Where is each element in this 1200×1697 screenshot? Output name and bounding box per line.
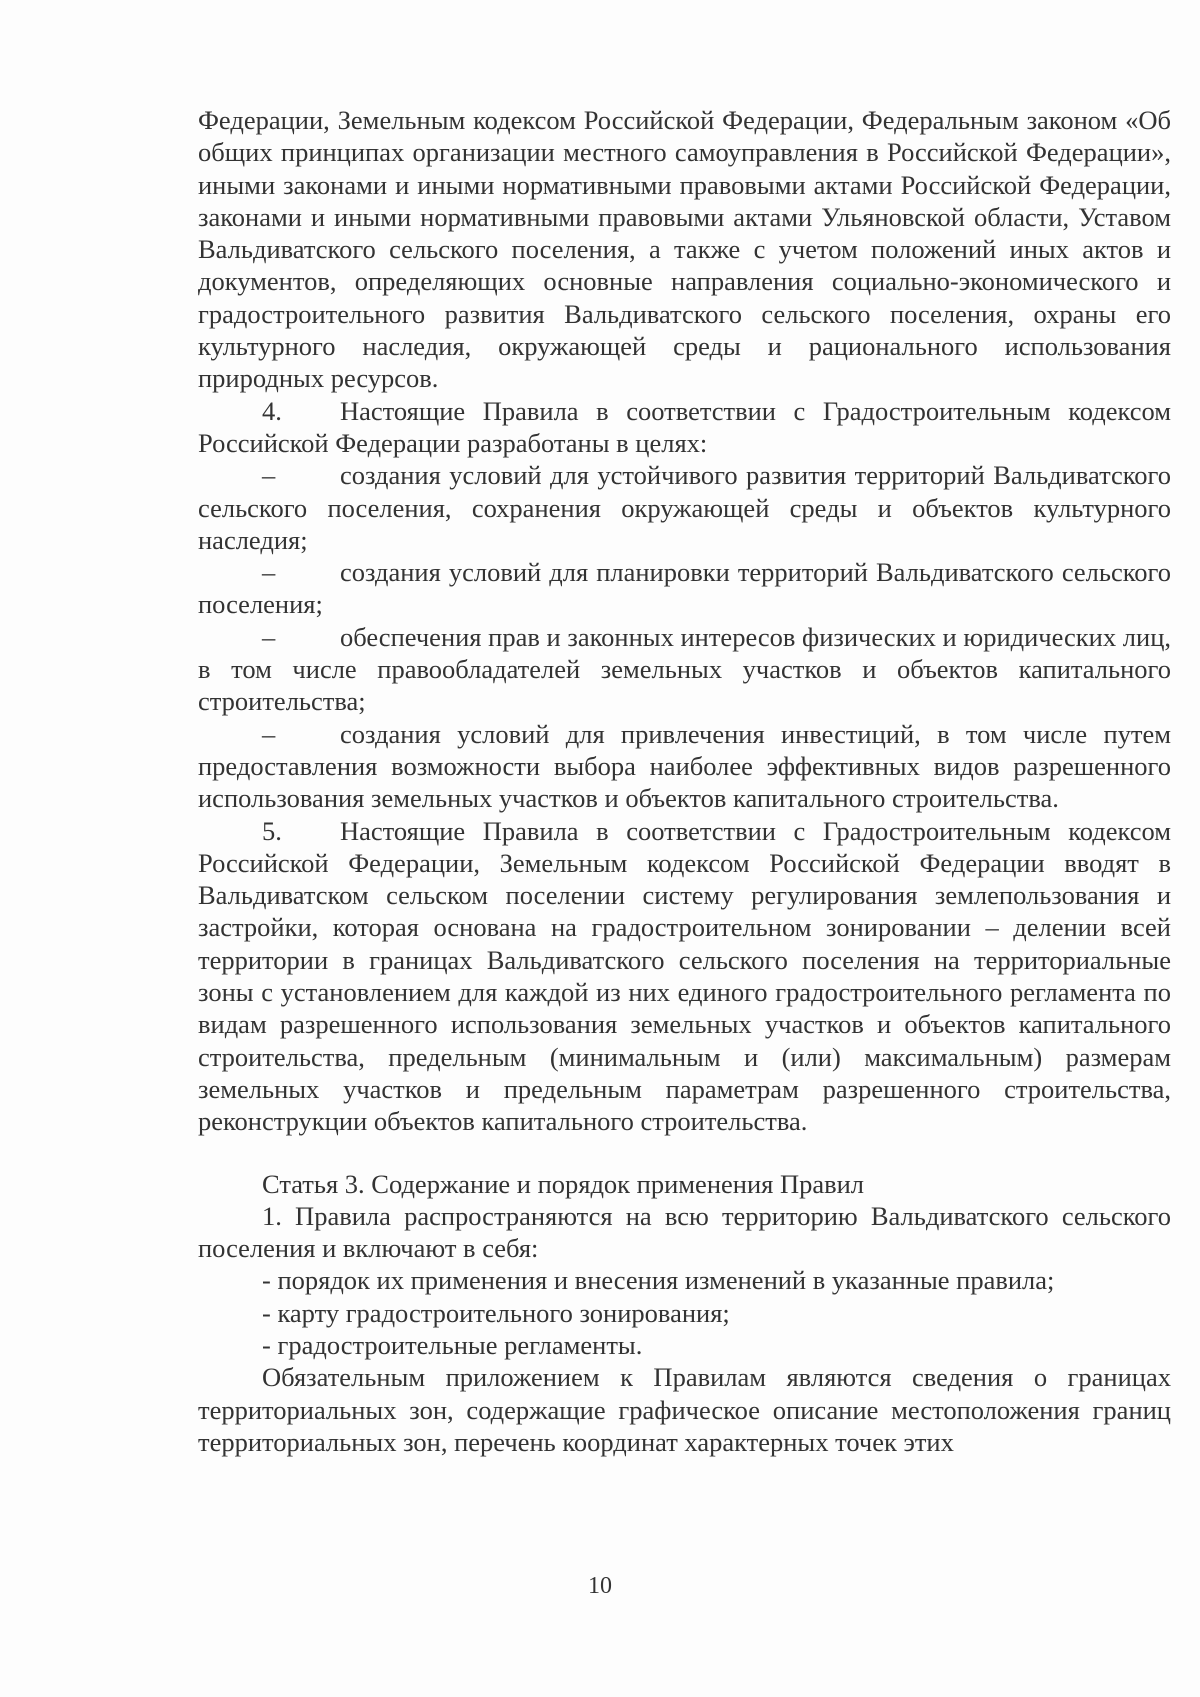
bullet-dash: –	[262, 621, 276, 652]
paragraph-text: Настоящие Правила в соответствии с Градостроительным кодексом Российской Федерации, Земельным кодексом Российской Федерации вводят в Вальдиватском сельском поселении систему регулирования землепользования и застройки, которая основана на градостроительном зонировании – делении всей территории в границах Вальдиватского сельского поселения на территориальные зоны с установлением для каждой из них единого градостроительного регламента по видам разрешенного использования земельных участков и объектов капитального строительства, предельным (минимальным и (или) максимальным) размерам земельных участков и предельным параметрам разрешенного строительства, реконструкции объектов капитального строительства.	[198, 815, 1171, 1137]
document-body	[198, 104, 1171, 1458]
bullet-item	[198, 621, 1171, 718]
item-number: 4.	[262, 395, 282, 426]
section-spacer	[198, 1138, 1171, 1168]
bullet-dash: –	[262, 718, 276, 749]
bullet-dash: –	[262, 460, 276, 491]
bullet-text: создания условий для привлечения инвестиций, в том числе путем предоставления возможности выбора наиболее эффективных видов разрешенного использования земельных участков и объектов капитального строительства.	[198, 718, 1171, 814]
paragraph-item-4	[198, 395, 1171, 460]
bullet-item	[198, 556, 1171, 621]
bullet-dash: –	[262, 557, 276, 588]
paragraph-text: Настоящие Правила в соответствии с Градостроительным кодексом Российской Федерации разработаны в целях:	[198, 395, 1171, 458]
paragraph-continuation: Федерации, Земельным кодексом Российской Федерации, Федеральным законом «Об общих принципах организации местного самоуправления в Российской Федерации», иными законами и иными нормативными правовыми актами Российской Федерации, законами и иными нормативными правовыми актами Ульяновской области, Уставом Вальдиватского сельского поселения, а также с учетом положений иных актов и документов, определяющих основные направления социально-экономического и градостроительного развития Вальдиватского сельского поселения, охраны его культурного наследия, окружающей среды и рационального использования природных ресурсов.	[198, 105, 1171, 394]
article-paragraph-1: 1. Правила распространяются на всю территорию Вальдиватского сельского поселения и включают в себя:	[198, 1200, 1171, 1264]
paragraph-item-5	[198, 815, 1171, 1138]
list-item: - карту градостроительного зонирования;	[262, 1297, 730, 1328]
bullet-text: создания условий для планировки территорий Вальдиватского сельского поселения;	[198, 557, 1171, 620]
list-item: - порядок их применения и внесения изменений в указанные правила;	[262, 1265, 1055, 1296]
list-item: - градостроительные регламенты.	[262, 1329, 643, 1360]
article-heading: Статья 3. Содержание и порядок применения Правил	[262, 1168, 865, 1199]
bullet-item	[198, 718, 1171, 815]
bullet-item	[198, 459, 1171, 556]
page-number: 10	[588, 1573, 612, 1599]
bullet-text: обеспечения прав и законных интересов физических и юридических лиц, в том числе правообладателей земельных участков и объектов капитального строительства;	[198, 621, 1171, 717]
paragraph-annex: Обязательным приложением к Правилам являются сведения о границах территориальных зон, содержащие графическое описание местоположения границ территориальных зон, перечень координат характерных точек этих	[198, 1362, 1171, 1457]
item-number: 5.	[262, 815, 282, 846]
bullet-text: создания условий для устойчивого развития территорий Вальдиватского сельского поселения, сохранения окружающей среды и объектов культурного наследия;	[198, 460, 1171, 555]
